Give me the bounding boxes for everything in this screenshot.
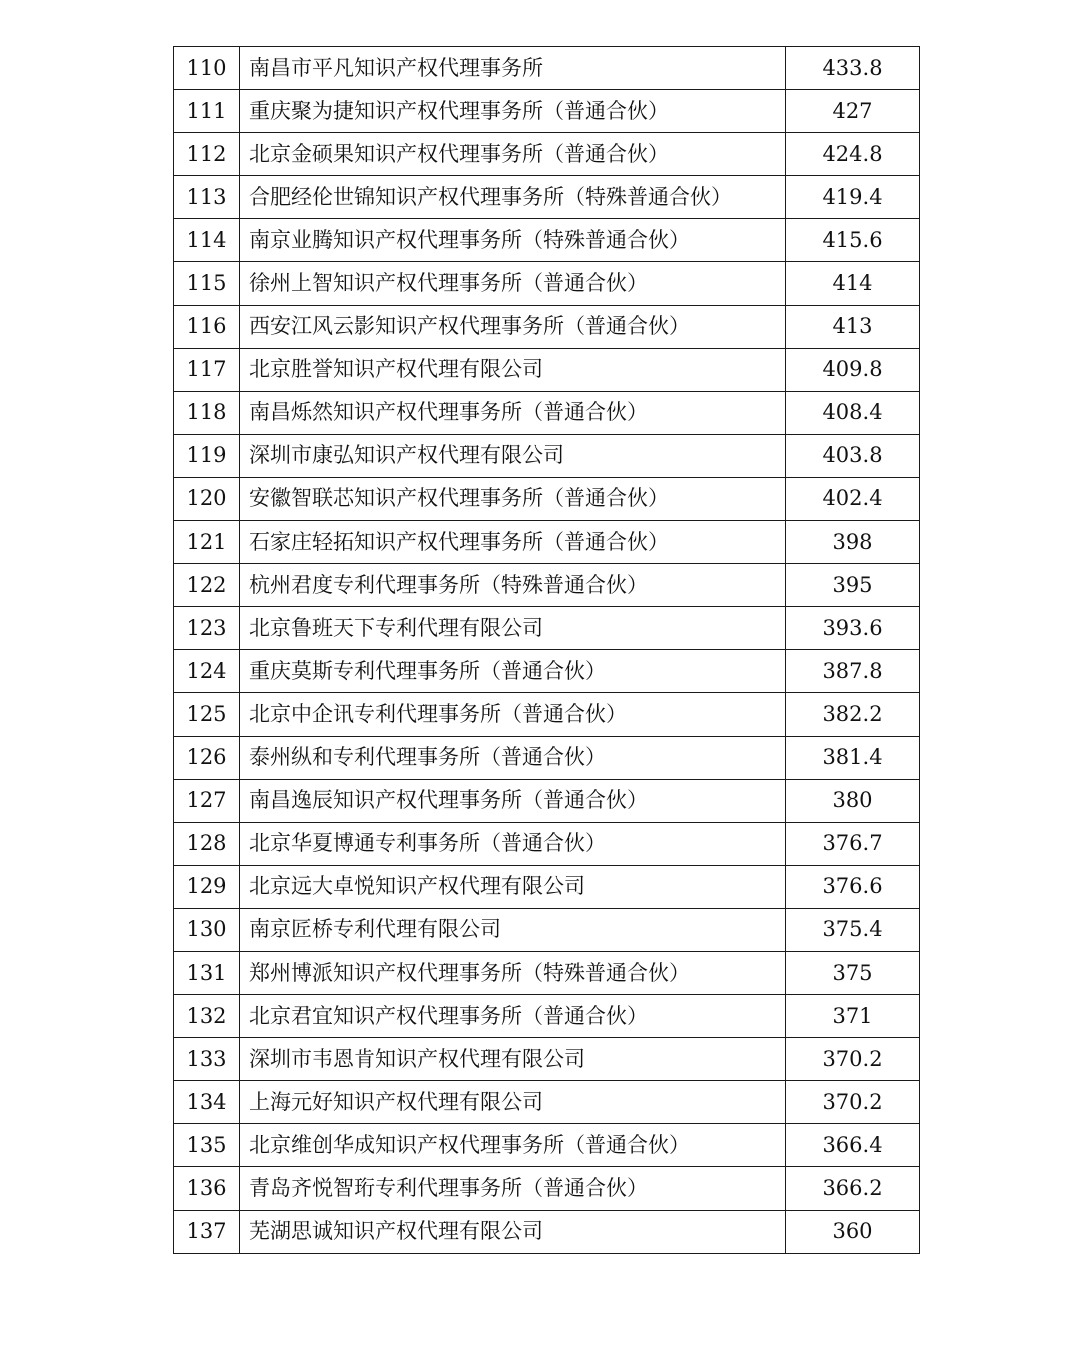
table-row xyxy=(174,90,920,133)
table-row xyxy=(174,822,920,865)
table-row xyxy=(174,47,920,90)
table-row xyxy=(174,908,920,951)
rank-cell: 119 xyxy=(174,434,240,477)
rank-cell: 127 xyxy=(174,779,240,822)
score-cell: 414 xyxy=(786,262,920,305)
score-cell: 382.2 xyxy=(786,693,920,736)
score-cell: 403.8 xyxy=(786,434,920,477)
table-row xyxy=(174,1124,920,1167)
rank-cell: 131 xyxy=(174,951,240,994)
rank-cell: 135 xyxy=(174,1124,240,1167)
rank-cell: 134 xyxy=(174,1081,240,1124)
score-cell: 395 xyxy=(786,564,920,607)
rank-cell: 118 xyxy=(174,391,240,434)
rank-cell: 120 xyxy=(174,477,240,520)
agency-name-cell: 北京维创华成知识产权代理事务所（普通合伙） xyxy=(240,1124,786,1167)
agency-name-cell: 徐州上智知识产权代理事务所（普通合伙） xyxy=(240,262,786,305)
rank-cell: 129 xyxy=(174,865,240,908)
agency-name-cell: 安徽智联芯知识产权代理事务所（普通合伙） xyxy=(240,477,786,520)
table-row xyxy=(174,133,920,176)
score-cell: 409.8 xyxy=(786,348,920,391)
rank-cell: 114 xyxy=(174,219,240,262)
score-cell: 371 xyxy=(786,995,920,1038)
score-cell: 366.2 xyxy=(786,1167,920,1210)
rank-cell: 130 xyxy=(174,908,240,951)
score-cell: 375 xyxy=(786,951,920,994)
table-row xyxy=(174,262,920,305)
table-row xyxy=(174,176,920,219)
score-cell: 366.4 xyxy=(786,1124,920,1167)
score-cell: 402.4 xyxy=(786,477,920,520)
score-cell: 375.4 xyxy=(786,908,920,951)
table-row xyxy=(174,951,920,994)
agency-name-cell: 合肥经伦世锦知识产权代理事务所（特殊普通合伙） xyxy=(240,176,786,219)
rank-cell: 121 xyxy=(174,521,240,564)
agency-name-cell: 北京华夏博通专利事务所（普通合伙） xyxy=(240,822,786,865)
table-row xyxy=(174,1210,920,1253)
agency-name-cell: 南昌市平凡知识产权代理事务所 xyxy=(240,47,786,90)
rank-cell: 133 xyxy=(174,1038,240,1081)
agency-name-cell: 西安江风云影知识产权代理事务所（普通合伙） xyxy=(240,305,786,348)
agency-name-cell: 杭州君度专利代理事务所（特殊普通合伙） xyxy=(240,564,786,607)
table-row xyxy=(174,521,920,564)
score-cell: 433.8 xyxy=(786,47,920,90)
agency-name-cell: 南京匠桥专利代理有限公司 xyxy=(240,908,786,951)
score-cell: 415.6 xyxy=(786,219,920,262)
score-cell: 360 xyxy=(786,1210,920,1253)
agency-name-cell: 青岛齐悦智珩专利代理事务所（普通合伙） xyxy=(240,1167,786,1210)
agency-name-cell: 上海元好知识产权代理有限公司 xyxy=(240,1081,786,1124)
agency-name-cell: 重庆聚为捷知识产权代理事务所（普通合伙） xyxy=(240,90,786,133)
rank-cell: 136 xyxy=(174,1167,240,1210)
table-row xyxy=(174,564,920,607)
agency-name-cell: 北京胜誉知识产权代理有限公司 xyxy=(240,348,786,391)
score-cell: 408.4 xyxy=(786,391,920,434)
table-row xyxy=(174,305,920,348)
rank-cell: 113 xyxy=(174,176,240,219)
rank-cell: 112 xyxy=(174,133,240,176)
table-row xyxy=(174,607,920,650)
agency-name-cell: 南京业腾知识产权代理事务所（特殊普通合伙） xyxy=(240,219,786,262)
score-cell: 381.4 xyxy=(786,736,920,779)
score-cell: 376.7 xyxy=(786,822,920,865)
score-cell: 424.8 xyxy=(786,133,920,176)
agency-name-cell: 深圳市康弘知识产权代理有限公司 xyxy=(240,434,786,477)
agency-name-cell: 南昌逸辰知识产权代理事务所（普通合伙） xyxy=(240,779,786,822)
rank-cell: 137 xyxy=(174,1210,240,1253)
agency-name-cell: 北京君宜知识产权代理事务所（普通合伙） xyxy=(240,995,786,1038)
rank-cell: 110 xyxy=(174,47,240,90)
table-row xyxy=(174,736,920,779)
rank-cell: 128 xyxy=(174,822,240,865)
table-row xyxy=(174,995,920,1038)
table-row xyxy=(174,219,920,262)
rank-cell: 123 xyxy=(174,607,240,650)
agency-name-cell: 南昌烁然知识产权代理事务所（普通合伙） xyxy=(240,391,786,434)
rank-cell: 115 xyxy=(174,262,240,305)
table-row xyxy=(174,1081,920,1124)
score-cell: 380 xyxy=(786,779,920,822)
score-cell: 398 xyxy=(786,521,920,564)
table-row xyxy=(174,434,920,477)
rank-cell: 132 xyxy=(174,995,240,1038)
ranking-table-body xyxy=(174,47,920,1254)
rank-cell: 126 xyxy=(174,736,240,779)
agency-name-cell: 芜湖思诚知识产权代理有限公司 xyxy=(240,1210,786,1253)
agency-name-cell: 深圳市韦恩肯知识产权代理有限公司 xyxy=(240,1038,786,1081)
rank-cell: 125 xyxy=(174,693,240,736)
agency-name-cell: 北京鲁班天下专利代理有限公司 xyxy=(240,607,786,650)
agency-name-cell: 北京远大卓悦知识产权代理有限公司 xyxy=(240,865,786,908)
table-row xyxy=(174,348,920,391)
table-row xyxy=(174,391,920,434)
table-row xyxy=(174,650,920,693)
rank-cell: 111 xyxy=(174,90,240,133)
score-cell: 376.6 xyxy=(786,865,920,908)
rank-cell: 117 xyxy=(174,348,240,391)
agency-name-cell: 北京金硕果知识产权代理事务所（普通合伙） xyxy=(240,133,786,176)
table-row xyxy=(174,1038,920,1081)
rank-cell: 122 xyxy=(174,564,240,607)
score-cell: 427 xyxy=(786,90,920,133)
table-row xyxy=(174,693,920,736)
agency-name-cell: 北京中企讯专利代理事务所（普通合伙） xyxy=(240,693,786,736)
score-cell: 393.6 xyxy=(786,607,920,650)
agency-name-cell: 重庆莫斯专利代理事务所（普通合伙） xyxy=(240,650,786,693)
table-row xyxy=(174,477,920,520)
table-row xyxy=(174,865,920,908)
score-cell: 413 xyxy=(786,305,920,348)
score-cell: 370.2 xyxy=(786,1038,920,1081)
rank-cell: 116 xyxy=(174,305,240,348)
agency-name-cell: 泰州纵和专利代理事务所（普通合伙） xyxy=(240,736,786,779)
agency-name-cell: 石家庄轻拓知识产权代理事务所（普通合伙） xyxy=(240,521,786,564)
score-cell: 419.4 xyxy=(786,176,920,219)
ranking-table xyxy=(173,46,920,1254)
agency-name-cell: 郑州博派知识产权代理事务所（特殊普通合伙） xyxy=(240,951,786,994)
rank-cell: 124 xyxy=(174,650,240,693)
table-row xyxy=(174,779,920,822)
score-cell: 370.2 xyxy=(786,1081,920,1124)
table-row xyxy=(174,1167,920,1210)
score-cell: 387.8 xyxy=(786,650,920,693)
